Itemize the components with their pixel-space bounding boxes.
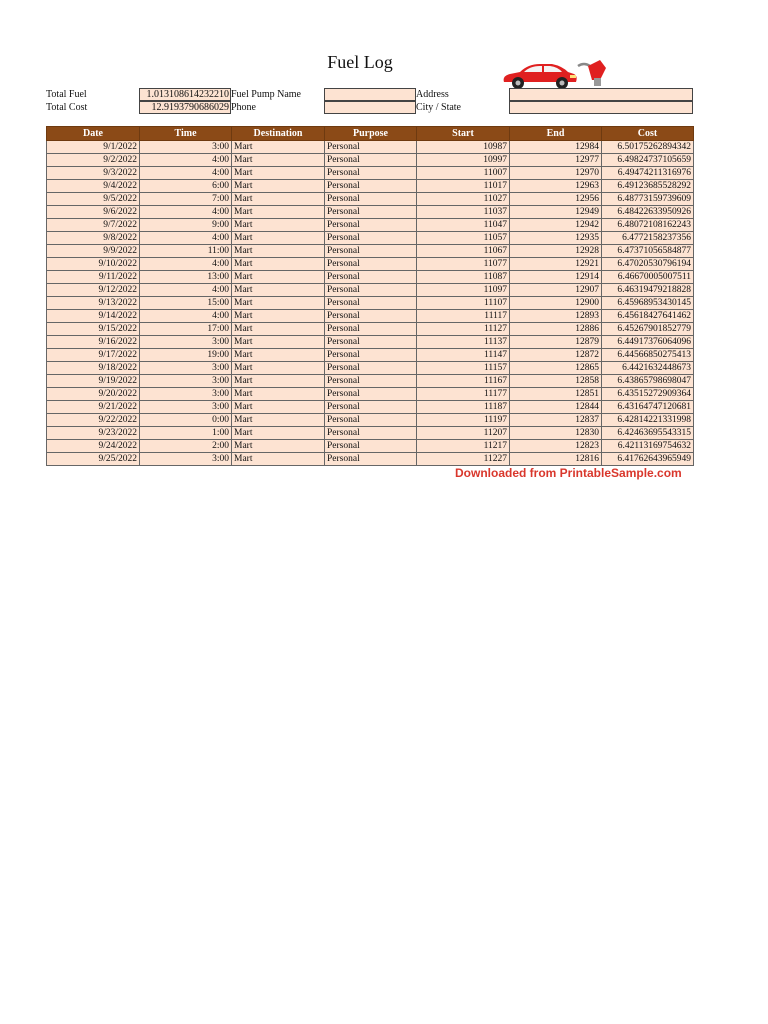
time-cell[interactable]: 11:00: [140, 245, 232, 258]
start-cell[interactable]: 11047: [417, 219, 510, 232]
cost-cell[interactable]: 6.45968953430145: [602, 297, 694, 310]
column-header-time: Time: [140, 127, 232, 141]
end-cell[interactable]: 12823: [510, 440, 602, 453]
column-header-start: Start: [417, 127, 510, 141]
destination-cell[interactable]: Mart: [232, 375, 325, 388]
end-cell[interactable]: 12837: [510, 414, 602, 427]
date-cell[interactable]: 9/7/2022: [47, 219, 140, 232]
column-header-purpose: Purpose: [325, 127, 417, 141]
table-row: [47, 362, 694, 375]
cost-cell[interactable]: 6.42463695543315: [602, 427, 694, 440]
date-cell[interactable]: 9/13/2022: [47, 297, 140, 310]
fuel-pump-field[interactable]: [324, 88, 416, 101]
time-cell[interactable]: 3:00: [140, 388, 232, 401]
destination-cell[interactable]: Mart: [232, 427, 325, 440]
destination-cell[interactable]: Mart: [232, 362, 325, 375]
destination-cell[interactable]: Mart: [232, 258, 325, 271]
cost-cell[interactable]: 6.49824737105659: [602, 154, 694, 167]
destination-cell[interactable]: Mart: [232, 284, 325, 297]
cost-cell[interactable]: 6.4421632448673: [602, 362, 694, 375]
date-cell[interactable]: 9/21/2022: [47, 401, 140, 414]
end-cell[interactable]: 12872: [510, 349, 602, 362]
start-cell[interactable]: 11097: [417, 284, 510, 297]
table-row: [47, 180, 694, 193]
time-cell[interactable]: 3:00: [140, 401, 232, 414]
date-cell[interactable]: 9/2/2022: [47, 154, 140, 167]
purpose-cell[interactable]: Personal: [325, 362, 417, 375]
purpose-cell[interactable]: Personal: [325, 427, 417, 440]
time-cell[interactable]: 3:00: [140, 375, 232, 388]
address-label: Address: [416, 89, 449, 100]
start-cell[interactable]: 11007: [417, 167, 510, 180]
start-cell[interactable]: 11017: [417, 180, 510, 193]
purpose-cell[interactable]: Personal: [325, 193, 417, 206]
column-header-cost: Cost: [602, 127, 694, 141]
purpose-cell[interactable]: Personal: [325, 284, 417, 297]
destination-cell[interactable]: Mart: [232, 141, 325, 154]
purpose-cell[interactable]: Personal: [325, 219, 417, 232]
purpose-cell[interactable]: Personal: [325, 245, 417, 258]
start-cell[interactable]: 11077: [417, 258, 510, 271]
cost-cell[interactable]: 6.44917376064096: [602, 336, 694, 349]
destination-cell[interactable]: Mart: [232, 401, 325, 414]
purpose-cell[interactable]: Personal: [325, 154, 417, 167]
destination-cell[interactable]: Mart: [232, 440, 325, 453]
time-cell[interactable]: 9:00: [140, 219, 232, 232]
date-cell[interactable]: 9/16/2022: [47, 336, 140, 349]
start-cell[interactable]: 11207: [417, 427, 510, 440]
end-cell[interactable]: 12886: [510, 323, 602, 336]
time-cell[interactable]: 3:00: [140, 453, 232, 466]
end-cell[interactable]: 12977: [510, 154, 602, 167]
time-cell[interactable]: 4:00: [140, 167, 232, 180]
end-cell[interactable]: 12949: [510, 206, 602, 219]
date-cell[interactable]: 9/20/2022: [47, 388, 140, 401]
end-cell[interactable]: 12963: [510, 180, 602, 193]
purpose-cell[interactable]: Personal: [325, 414, 417, 427]
table-row: [47, 206, 694, 219]
date-cell[interactable]: 9/1/2022: [47, 141, 140, 154]
purpose-cell[interactable]: Personal: [325, 206, 417, 219]
cost-cell[interactable]: 6.43164747120681: [602, 401, 694, 414]
city-state-field[interactable]: [509, 101, 693, 114]
watermark: Downloaded from PrintableSample.com: [455, 466, 682, 480]
destination-cell[interactable]: Mart: [232, 349, 325, 362]
end-cell[interactable]: 12970: [510, 167, 602, 180]
end-cell[interactable]: 12921: [510, 258, 602, 271]
end-cell[interactable]: 12935: [510, 232, 602, 245]
start-cell[interactable]: 11167: [417, 375, 510, 388]
table-row: [47, 440, 694, 453]
date-cell[interactable]: 9/19/2022: [47, 375, 140, 388]
total-fuel-value: 1.013108614232210: [139, 88, 231, 101]
table-row: [47, 232, 694, 245]
table-row: [47, 154, 694, 167]
cost-cell[interactable]: 6.46670005007511: [602, 271, 694, 284]
time-cell[interactable]: 17:00: [140, 323, 232, 336]
purpose-cell[interactable]: Personal: [325, 349, 417, 362]
page-title: Fuel Log: [327, 52, 393, 72]
end-cell[interactable]: 12879: [510, 336, 602, 349]
date-cell[interactable]: 9/15/2022: [47, 323, 140, 336]
cost-cell[interactable]: 6.48072108162243: [602, 219, 694, 232]
date-cell[interactable]: 9/24/2022: [47, 440, 140, 453]
time-cell[interactable]: 1:00: [140, 427, 232, 440]
table-row: [47, 453, 694, 466]
end-cell[interactable]: 12907: [510, 284, 602, 297]
start-cell[interactable]: 11117: [417, 310, 510, 323]
table-row: [47, 219, 694, 232]
start-cell[interactable]: 11217: [417, 440, 510, 453]
date-cell[interactable]: 9/3/2022: [47, 167, 140, 180]
cost-cell[interactable]: 6.48773159739609: [602, 193, 694, 206]
purpose-cell[interactable]: Personal: [325, 141, 417, 154]
time-cell[interactable]: 4:00: [140, 232, 232, 245]
date-cell[interactable]: 9/12/2022: [47, 284, 140, 297]
cost-cell[interactable]: 6.45618427641462: [602, 310, 694, 323]
start-cell[interactable]: 11227: [417, 453, 510, 466]
date-cell[interactable]: 9/8/2022: [47, 232, 140, 245]
address-field[interactable]: [509, 88, 693, 101]
date-cell[interactable]: 9/6/2022: [47, 206, 140, 219]
cost-cell[interactable]: 6.4772158237356: [602, 232, 694, 245]
start-cell[interactable]: 11037: [417, 206, 510, 219]
column-header-end: End: [510, 127, 602, 141]
date-cell[interactable]: 9/14/2022: [47, 310, 140, 323]
end-cell[interactable]: 12865: [510, 362, 602, 375]
purpose-cell[interactable]: Personal: [325, 258, 417, 271]
end-cell[interactable]: 12984: [510, 141, 602, 154]
purpose-cell[interactable]: Personal: [325, 453, 417, 466]
fuel-pump-label: Fuel Pump Name: [231, 89, 301, 100]
time-cell[interactable]: 4:00: [140, 310, 232, 323]
purpose-cell[interactable]: Personal: [325, 440, 417, 453]
cost-cell[interactable]: 6.47371056584877: [602, 245, 694, 258]
cost-cell[interactable]: 6.44566850275413: [602, 349, 694, 362]
destination-cell[interactable]: Mart: [232, 271, 325, 284]
column-header-destination: Destination: [232, 127, 325, 141]
destination-cell[interactable]: Mart: [232, 245, 325, 258]
destination-cell[interactable]: Mart: [232, 219, 325, 232]
end-cell[interactable]: 12858: [510, 375, 602, 388]
purpose-cell[interactable]: Personal: [325, 375, 417, 388]
start-cell[interactable]: 11197: [417, 414, 510, 427]
total-cost-label: Total Cost: [46, 102, 88, 113]
table-row: [47, 375, 694, 388]
time-cell[interactable]: 0:00: [140, 414, 232, 427]
date-cell[interactable]: 9/5/2022: [47, 193, 140, 206]
table-row: [47, 258, 694, 271]
time-cell[interactable]: 6:00: [140, 180, 232, 193]
time-cell[interactable]: 4:00: [140, 154, 232, 167]
destination-cell[interactable]: Mart: [232, 232, 325, 245]
purpose-cell[interactable]: Personal: [325, 310, 417, 323]
start-cell[interactable]: 11147: [417, 349, 510, 362]
table-body: [47, 141, 694, 466]
start-cell[interactable]: 10997: [417, 154, 510, 167]
start-cell[interactable]: 11157: [417, 362, 510, 375]
table-row: [47, 310, 694, 323]
purpose-cell[interactable]: Personal: [325, 167, 417, 180]
time-cell[interactable]: 4:00: [140, 206, 232, 219]
time-cell[interactable]: 4:00: [140, 258, 232, 271]
cost-cell[interactable]: 6.50175262894342: [602, 141, 694, 154]
end-cell[interactable]: 12830: [510, 427, 602, 440]
cost-cell[interactable]: 6.45267901852779: [602, 323, 694, 336]
cost-cell[interactable]: 6.47020530796194: [602, 258, 694, 271]
cost-cell[interactable]: 6.49474211316976: [602, 167, 694, 180]
end-cell[interactable]: 12928: [510, 245, 602, 258]
end-cell[interactable]: 12893: [510, 310, 602, 323]
car-fuel-icon: [500, 58, 614, 90]
time-cell[interactable]: 3:00: [140, 141, 232, 154]
destination-cell[interactable]: Mart: [232, 388, 325, 401]
total-cost-value: 12.9193790686029: [139, 101, 231, 114]
cost-cell[interactable]: 6.46319479218828: [602, 284, 694, 297]
table-row: [47, 427, 694, 440]
end-cell[interactable]: 12844: [510, 401, 602, 414]
start-cell[interactable]: 11067: [417, 245, 510, 258]
fuel-log-table: [46, 126, 694, 466]
cost-cell[interactable]: 6.43865798698047: [602, 375, 694, 388]
table-row: [47, 271, 694, 284]
cost-cell[interactable]: 6.42113169754632: [602, 440, 694, 453]
table-row: [47, 245, 694, 258]
cost-cell[interactable]: 6.49123685528292: [602, 180, 694, 193]
start-cell[interactable]: 11187: [417, 401, 510, 414]
date-cell[interactable]: 9/23/2022: [47, 427, 140, 440]
date-cell[interactable]: 9/17/2022: [47, 349, 140, 362]
date-cell[interactable]: 9/10/2022: [47, 258, 140, 271]
city-state-label: City / State: [416, 102, 461, 113]
destination-cell[interactable]: Mart: [232, 297, 325, 310]
phone-label: Phone: [231, 102, 256, 113]
time-cell[interactable]: 7:00: [140, 193, 232, 206]
start-cell[interactable]: 11127: [417, 323, 510, 336]
time-cell[interactable]: 3:00: [140, 362, 232, 375]
date-cell[interactable]: 9/25/2022: [47, 453, 140, 466]
destination-cell[interactable]: Mart: [232, 323, 325, 336]
time-cell[interactable]: 13:00: [140, 271, 232, 284]
date-cell[interactable]: 9/22/2022: [47, 414, 140, 427]
phone-field[interactable]: [324, 101, 416, 114]
date-cell[interactable]: 9/11/2022: [47, 271, 140, 284]
time-cell[interactable]: 19:00: [140, 349, 232, 362]
end-cell[interactable]: 12900: [510, 297, 602, 310]
cost-cell[interactable]: 6.42814221331998: [602, 414, 694, 427]
table-row: [47, 401, 694, 414]
start-cell[interactable]: 10987: [417, 141, 510, 154]
purpose-cell[interactable]: Personal: [325, 232, 417, 245]
column-header-date: Date: [47, 127, 140, 141]
purpose-cell[interactable]: Personal: [325, 401, 417, 414]
purpose-cell[interactable]: Personal: [325, 297, 417, 310]
table-row: [47, 323, 694, 336]
time-cell[interactable]: 15:00: [140, 297, 232, 310]
destination-cell[interactable]: Mart: [232, 193, 325, 206]
table-row: [47, 167, 694, 180]
start-cell[interactable]: 11087: [417, 271, 510, 284]
destination-cell[interactable]: Mart: [232, 414, 325, 427]
destination-cell[interactable]: Mart: [232, 453, 325, 466]
total-fuel-label: Total Fuel: [46, 89, 87, 100]
table-row: [47, 336, 694, 349]
end-cell[interactable]: 12942: [510, 219, 602, 232]
end-cell[interactable]: 12816: [510, 453, 602, 466]
end-cell[interactable]: 12851: [510, 388, 602, 401]
purpose-cell[interactable]: Personal: [325, 336, 417, 349]
time-cell[interactable]: 4:00: [140, 284, 232, 297]
start-cell[interactable]: 11137: [417, 336, 510, 349]
purpose-cell[interactable]: Personal: [325, 180, 417, 193]
time-cell[interactable]: 3:00: [140, 336, 232, 349]
cost-cell[interactable]: 6.43515272909364: [602, 388, 694, 401]
destination-cell[interactable]: Mart: [232, 154, 325, 167]
date-cell[interactable]: 9/9/2022: [47, 245, 140, 258]
end-cell[interactable]: 12914: [510, 271, 602, 284]
table-row: [47, 388, 694, 401]
time-cell[interactable]: 2:00: [140, 440, 232, 453]
destination-cell[interactable]: Mart: [232, 167, 325, 180]
purpose-cell[interactable]: Personal: [325, 323, 417, 336]
date-cell[interactable]: 9/4/2022: [47, 180, 140, 193]
purpose-cell[interactable]: Personal: [325, 271, 417, 284]
destination-cell[interactable]: Mart: [232, 180, 325, 193]
start-cell[interactable]: 11027: [417, 193, 510, 206]
table-row: [47, 297, 694, 310]
cost-cell[interactable]: 6.48422633950926: [602, 206, 694, 219]
start-cell[interactable]: 11177: [417, 388, 510, 401]
destination-cell[interactable]: Mart: [232, 336, 325, 349]
start-cell[interactable]: 11057: [417, 232, 510, 245]
table-row: [47, 349, 694, 362]
table-row: [47, 284, 694, 297]
destination-cell[interactable]: Mart: [232, 206, 325, 219]
destination-cell[interactable]: Mart: [232, 310, 325, 323]
table-header-row: [47, 127, 694, 141]
start-cell[interactable]: 11107: [417, 297, 510, 310]
end-cell[interactable]: 12956: [510, 193, 602, 206]
date-cell[interactable]: 9/18/2022: [47, 362, 140, 375]
table-row: [47, 141, 694, 154]
table-row: [47, 414, 694, 427]
purpose-cell[interactable]: Personal: [325, 388, 417, 401]
cost-cell[interactable]: 6.41762643965949: [602, 453, 694, 466]
table-row: [47, 193, 694, 206]
